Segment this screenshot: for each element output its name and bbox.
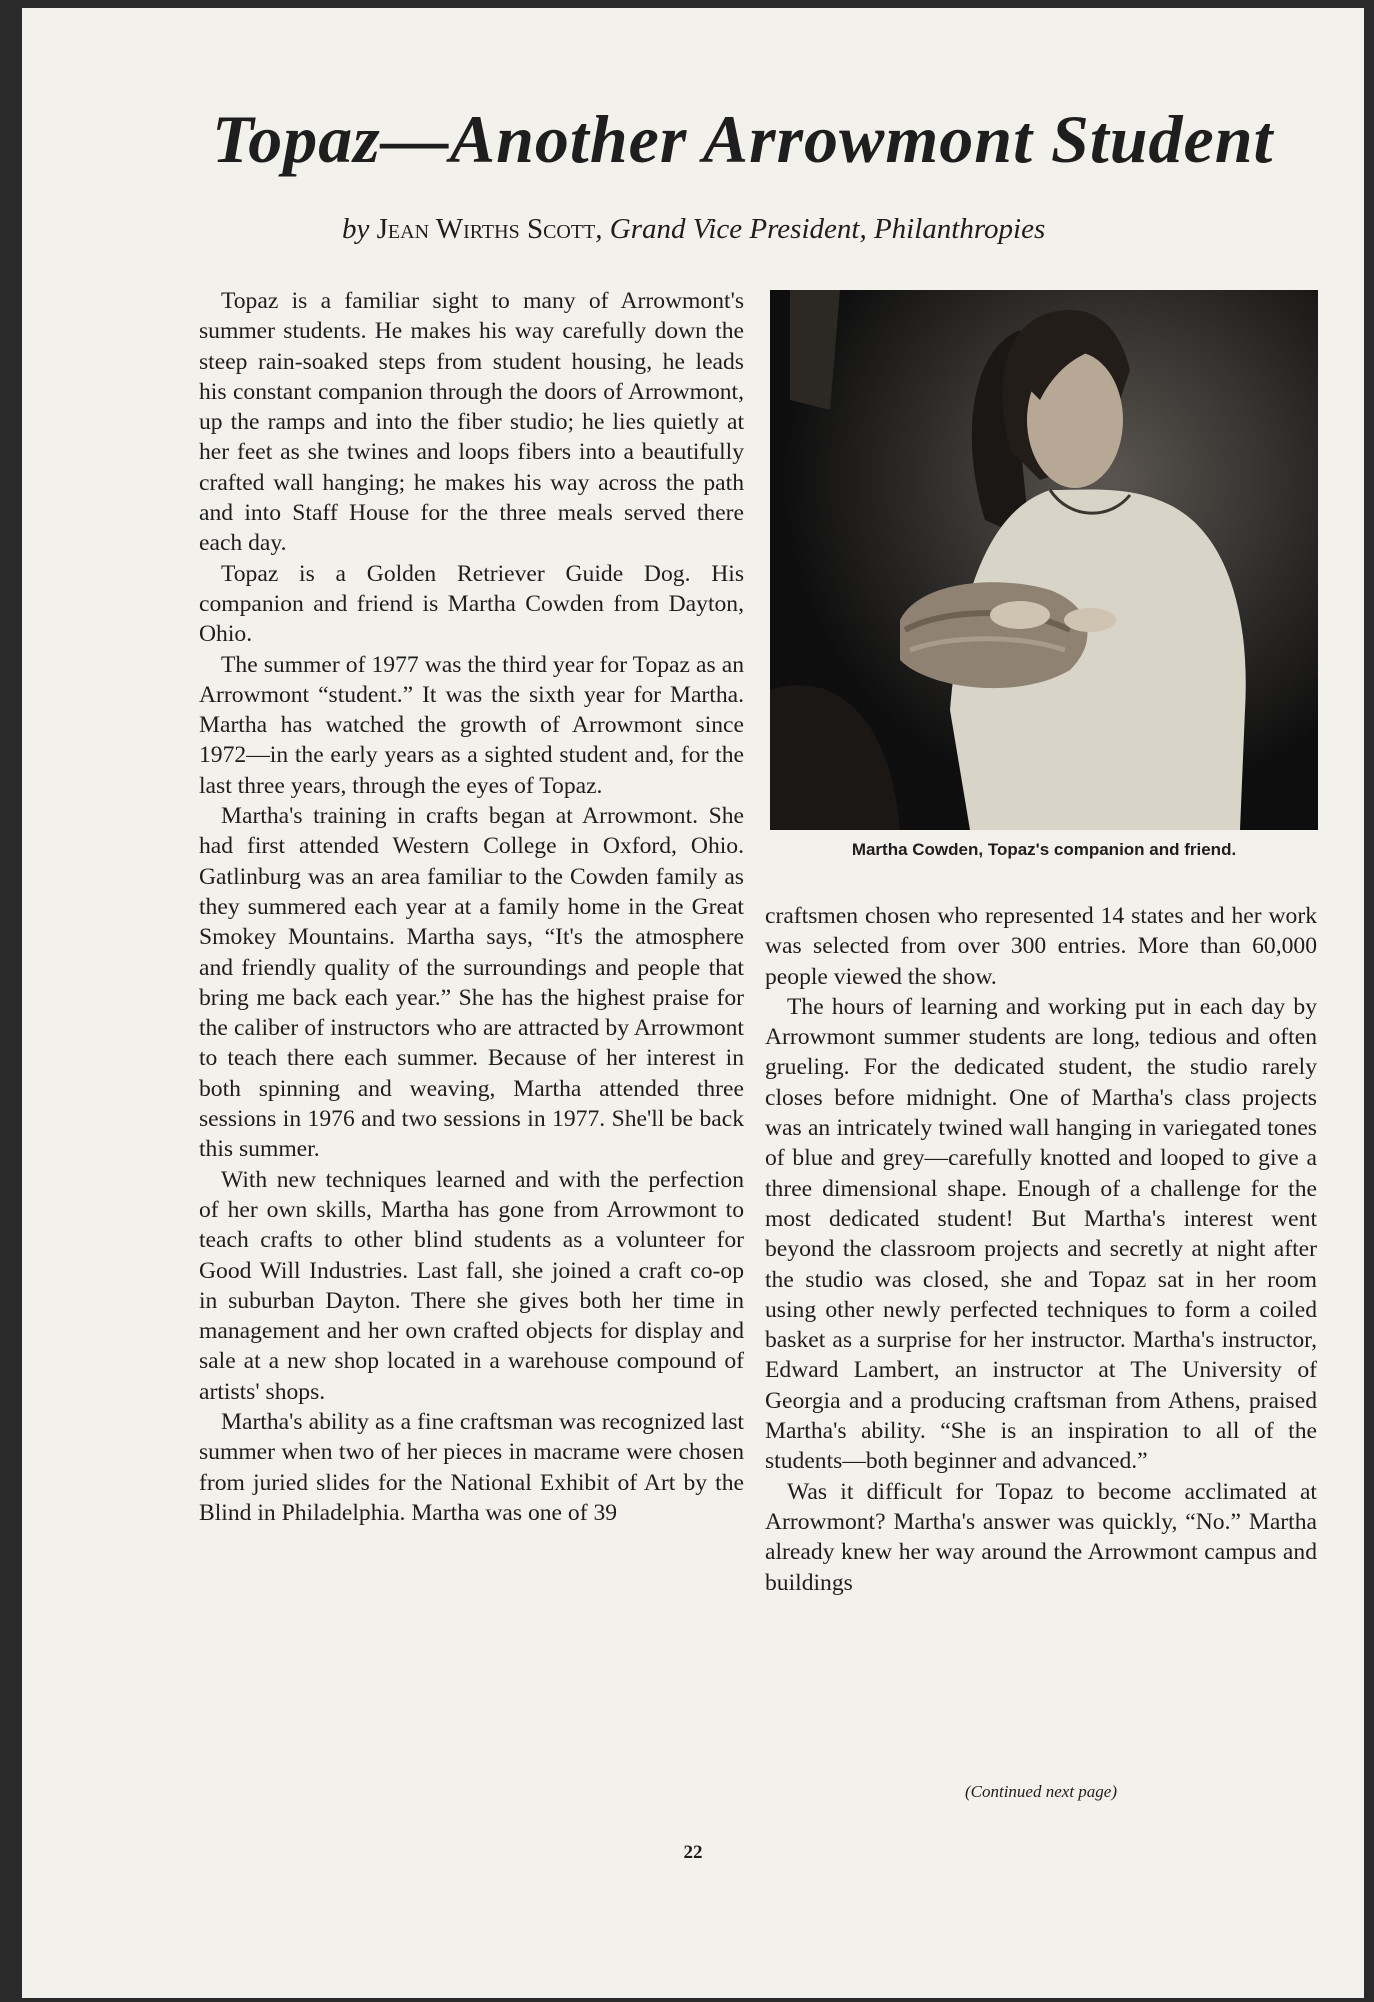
article-photo — [770, 290, 1318, 830]
paragraph: Martha's ability as a fine craftsman was recognized last summer when two of her pieces in macrame were chosen from juried slides for the National Exhibit of Art by the Blind in Philadelphia. Martha was one of 39 — [199, 1408, 744, 1526]
paragraph: The summer of 1977 was the third year for Topaz as an Arrowmont “student.” It was the sixth year for Martha. Martha has watched the growth of Arrowmont since 1972—in the early years as a sighted student and, for the last three years, through the eyes of Topaz. — [199, 651, 744, 799]
byline-author: Jean Wirths Scott — [376, 213, 596, 245]
byline-by: by — [342, 213, 370, 245]
paragraph: craftsmen chosen who represented 14 states and her work was selected from over 300 entries. More than 60,000 people viewed the show. — [765, 903, 1317, 990]
photo-caption: Martha Cowden, Topaz's companion and friend. — [851, 840, 1237, 859]
continued-note: (Continued next page) — [964, 1782, 1117, 1801]
right-column — [765, 901, 1317, 1598]
paragraph: The hours of learning and working put in each day by Arrowmont summer students are long, tedious and often grueling. For the dedicated student, the studio rarely closes before midnight. One of Martha's class projects was an intricately twined wall hanging in variegated tones of blue and grey—carefully knotted and looped to give a three dimensional shape. Enough of a challenge for the most dedicated student! But Martha's interest went beyond the classroom projects and secretly at night after the studio was closed, she and Topaz sat in her room using other newly perfected techniques to form a coiled basket as a surprise for her instructor. Martha's instructor, Edward Lambert, an instructor at The University of Georgia and a producing craftsman from Athens, praised Martha's ability. “She is an inspiration to all of the students—both beginner and advanced.” — [765, 993, 1317, 1475]
article-title: Topaz—Another Arrowmont Student — [212, 101, 1274, 177]
left-column — [199, 286, 744, 1528]
magazine-page — [22, 8, 1364, 1998]
paragraph: With new techniques learned and with the perfection of her own skills, Martha has gone from Arrowmont to teach crafts to other blind students as a volunteer for Good Will Industries. Last fall, she joined a craft co-op in suburban Dayton. There she gives both her time in management and her own crafted objects for display and sale at a new shop located in a warehouse compound of artists' shops. — [199, 1166, 744, 1405]
byline — [342, 213, 1045, 246]
paragraph: Topaz is a familiar sight to many of Arrowmont's summer students. He makes his way carefully down the steep rain-soaked steps from student housing, he leads his constant companion through the doors of Arrowmont, up the ramps and into the fiber studio; he lies quietly at her feet as she twines and loops fibers into a beautifully crafted wall hanging; he makes his way across the path and into Staff House for the three meals served there each day. — [199, 288, 744, 557]
paragraph: Was it difficult for Topaz to become acclimated at Arrowmont? Martha's answer was quickly, “No.” Martha already knew her way around the Arrowmont campus and buildings — [765, 1478, 1317, 1596]
photo-illustration — [770, 290, 1318, 830]
byline-role: , Grand Vice President, Philanthropies — [595, 213, 1046, 245]
page-number: 22 — [683, 1842, 703, 1863]
paragraph: Martha's training in crafts began at Arrowmont. She had first attended Western College in Oxford, Ohio. Gatlinburg was an area familiar to the Cowden family as they summered each year at a family home in the Great Smokey Mountains. Martha says, “It's the atmosphere and friendly quality of the surroundings and people that bring me back each year.” She has the highest praise for the caliber of instructors who are attracted by Arrowmont to teach there each summer. Because of her interest in both spinning and weaving, Martha attended three sessions in 1976 and two sessions in 1977. She'll be back this summer. — [199, 803, 744, 1163]
paragraph: Topaz is a Golden Retriever Guide Dog. His companion and friend is Martha Cowden from Dayton, Ohio. — [199, 560, 744, 648]
